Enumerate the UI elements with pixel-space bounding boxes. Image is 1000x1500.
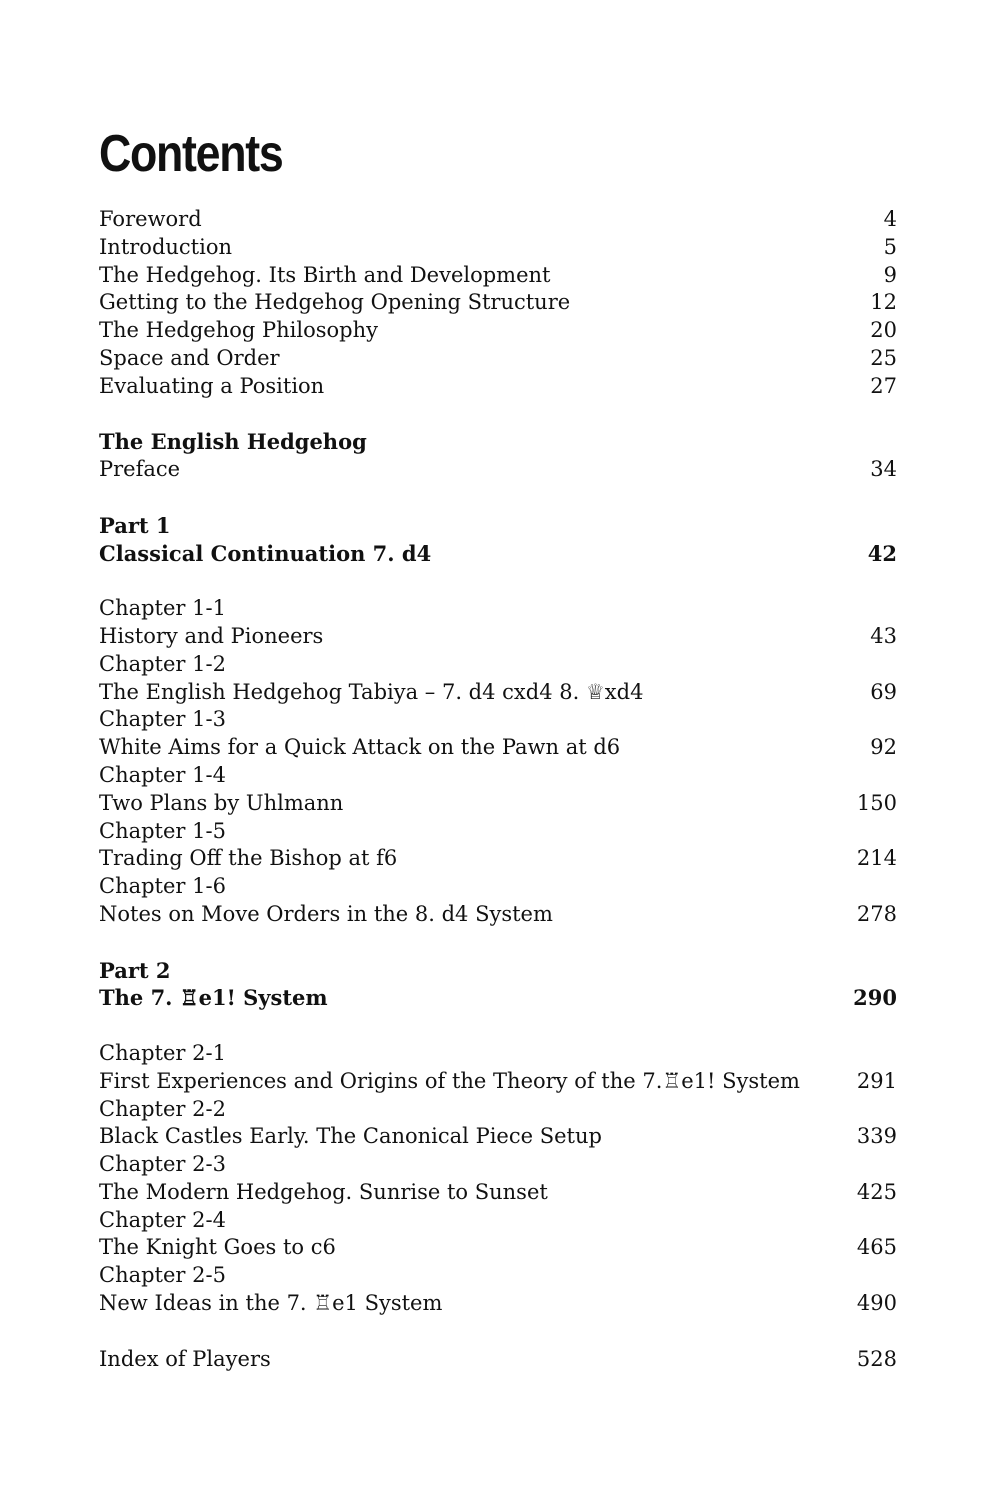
toc-entry [99,845,897,873]
toc-entry-title: Chapter 1-5 [99,818,226,843]
toc-entry-title: Getting to the Hedgehog Opening Structure [99,290,571,315]
toc-entry [99,1290,897,1318]
toc-entry-title: Two Plans by Uhlmann [99,790,344,815]
toc-entry-page-number: 5 [883,234,897,259]
toc-entry [99,1040,897,1068]
section-spacer [99,1318,897,1346]
toc-entry-page-number: 25 [870,345,897,370]
toc-entry-title: The Hedgehog. Its Birth and Development [99,262,551,287]
toc-entry [99,623,897,651]
toc-entry [99,1151,897,1179]
toc-entry-title: Foreword [99,207,202,231]
toc-entry-title: Evaluating a Position [99,373,325,398]
toc-entry-title: Chapter 1-3 [99,707,226,732]
toc-entry-title: Chapter 2-3 [99,1152,226,1177]
toc-entry-title: Black Castles Early. The Canonical Piece Setup [99,1124,602,1149]
toc-entry [99,428,897,456]
toc-entry [99,206,897,234]
toc-entry [99,1262,897,1290]
toc-entry [99,373,897,401]
toc-entry-page-number: 92 [870,735,897,760]
toc-entry [99,1207,897,1235]
toc-entry-title: History and Pioneers [99,623,324,648]
toc-entry [99,234,897,262]
toc-entry [99,790,897,818]
toc-entry-title: Chapter 2-2 [99,1096,226,1121]
toc-entry-title: New Ideas in the 7. ♖e1 System [99,1291,443,1316]
toc-entry [99,262,897,290]
toc-entry-page-number: 27 [870,373,897,398]
page-title: Contents [99,125,283,183]
toc-entry [99,540,897,568]
toc-entry-page-number: 290 [853,985,897,1011]
toc-entry [99,1234,897,1262]
toc-entry-title: The Modern Hedgehog. Sunrise to Sunset [99,1179,548,1204]
toc-entry [99,706,897,734]
toc-entry [99,762,897,790]
toc-entry-title: Classical Continuation 7. d4 [99,540,432,566]
toc-entry-title: The Knight Goes to c6 [99,1235,336,1260]
toc-entry-page-number: 9 [883,262,897,287]
toc-entry-page-number: 490 [856,1291,897,1316]
toc-entry [99,1123,897,1151]
toc-entry-page-number: 42 [867,540,897,566]
toc-entry-title: Chapter 1-2 [99,651,226,676]
section-spacer [99,401,897,429]
toc-entry-title: The Hedgehog Philosophy [99,318,378,343]
toc-entry [99,734,897,762]
toc-entry-title: Notes on Move Orders in the 8. d4 System [99,901,553,926]
toc-entry-page-number: 43 [870,623,897,648]
contents-page [99,122,897,1373]
toc-entry-title: Preface [99,457,181,482]
toc-entry [99,1096,897,1124]
toc-entry [99,1346,897,1374]
toc-entry [99,595,897,623]
toc-entry-page-number: 150 [856,790,897,815]
toc-entry-title: White Aims for a Quick Attack on the Pawn at d6 [99,735,621,760]
toc-entry-page-number: 528 [856,1346,897,1371]
toc-entry [99,317,897,345]
toc-entry-title: Chapter 1-4 [99,762,226,787]
toc-entry [99,873,897,901]
toc-entry-title: Chapter 2-5 [99,1263,226,1288]
toc-entry [99,1179,897,1207]
toc-entry-page-number: 214 [856,846,897,871]
toc-entry-title: Chapter 2-4 [99,1207,226,1232]
toc-entry [99,679,897,707]
toc-entry-title: The 7. ♖e1! System [99,985,328,1011]
section-spacer [99,484,897,512]
toc-entry-title: Trading Off the Bishop at f6 [99,846,398,871]
toc-entry [99,456,897,484]
toc-entry-title: Space and Order [99,345,280,370]
toc-entry-title: Chapter 1-1 [99,596,226,621]
toc-entry-page-number: 12 [870,290,897,315]
toc-entry-title: Introduction [99,234,232,259]
toc-entry-title: Chapter 2-1 [99,1040,226,1065]
table-of-contents [99,206,897,1373]
toc-entry-page-number: 69 [870,679,897,704]
toc-entry-page-number: 291 [856,1068,897,1093]
toc-entry [99,818,897,846]
toc-entry [99,345,897,373]
toc-entry [99,957,897,985]
section-spacer [99,929,897,957]
toc-entry-title: Part 1 [99,512,171,538]
toc-entry-title: The English Hedgehog Tabiya – 7. d4 cxd4 8. ♕xd4 [99,679,644,704]
toc-entry-title: The English Hedgehog [99,429,367,455]
toc-entry-page-number: 425 [856,1179,897,1204]
section-spacer [99,567,897,595]
section-spacer [99,1012,897,1040]
toc-entry [99,901,897,929]
toc-entry-title: First Experiences and Origins of the Theory of the 7.♖e1! System [99,1068,800,1093]
toc-entry [99,651,897,679]
toc-entry-page-number: 20 [870,318,897,343]
toc-entry-title: Index of Players [99,1346,271,1371]
toc-entry-title: Part 2 [99,957,171,983]
toc-entry-page-number: 34 [870,457,897,482]
toc-entry-title: Chapter 1-6 [99,874,226,899]
toc-entry-page-number: 465 [856,1235,897,1260]
toc-entry [99,1068,897,1096]
toc-entry [99,512,897,540]
toc-entry-page-number: 4 [883,207,897,231]
toc-entry-page-number: 278 [856,901,897,926]
toc-entry [99,289,897,317]
toc-entry [99,984,897,1012]
toc-entry-page-number: 339 [856,1124,897,1149]
